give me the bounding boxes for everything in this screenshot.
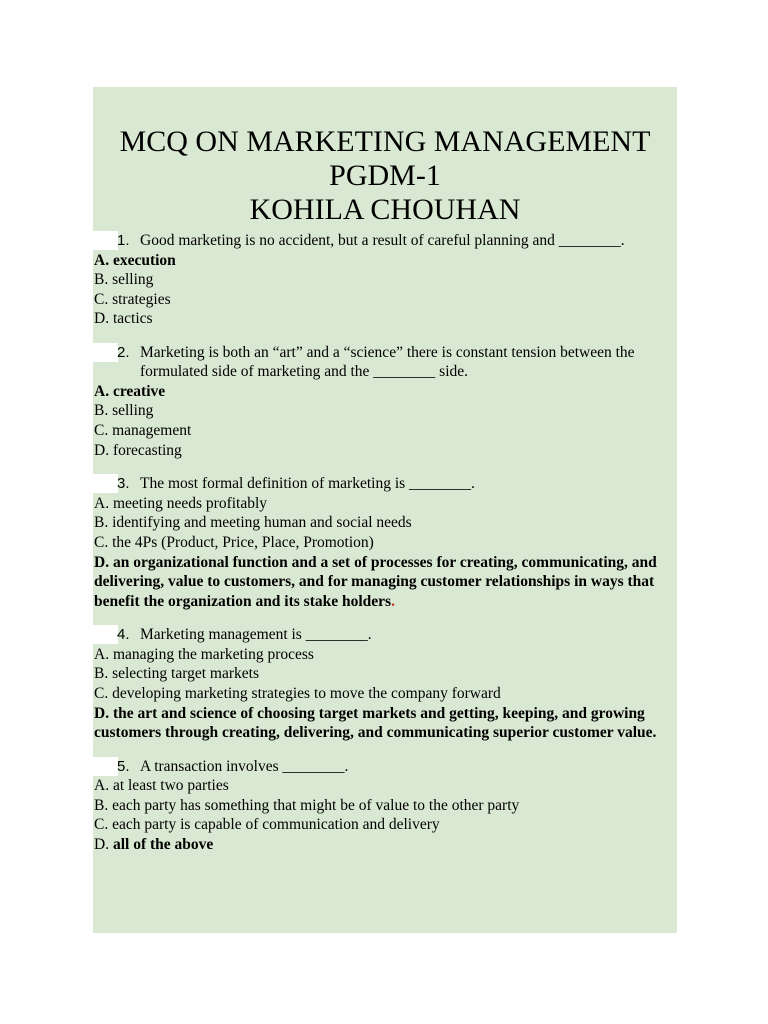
- title-line: MCQ ON MARKETING MANAGEMENT: [119, 125, 651, 158]
- highlight-gap: [93, 625, 118, 644]
- highlight-gap: [93, 343, 118, 362]
- question-number: 2.: [117, 343, 130, 361]
- option-a: A. managing the marketing process: [94, 645, 314, 663]
- option-b: B. selecting target markets: [94, 665, 259, 683]
- question-number: 5.: [117, 757, 130, 775]
- question-text: Marketing management is ________.: [140, 626, 372, 644]
- highlight-gap: [93, 757, 118, 776]
- option-c: C. management: [94, 422, 192, 440]
- question-1: [93, 231, 677, 329]
- option-b: B. identifying and meeting human and social needs: [94, 514, 412, 532]
- question-number: 1.: [117, 232, 130, 249]
- option-c: C. strategies: [94, 290, 171, 308]
- question-text: The most formal definition of marketing is ________.: [140, 475, 475, 493]
- highlight-gap: [93, 231, 118, 250]
- option-a: A. at least two parties: [94, 777, 229, 795]
- option-a-answer: A. execution: [94, 251, 176, 269]
- question-stem: [93, 343, 677, 382]
- question-stem: [93, 474, 677, 494]
- option-d-answer: D. an organizational function and a set of processes for creating, communicating, and delivering, value to customers, and for managing customer relationships in ways that benefit the organization and its stake holders: [94, 553, 657, 610]
- question-number: 4.: [117, 626, 130, 644]
- question-5: [93, 757, 677, 855]
- document-page: [93, 87, 677, 933]
- title-line: PGDM-1: [329, 159, 441, 192]
- question-4: [93, 625, 677, 742]
- option-d-answer: all of the above: [112, 836, 214, 854]
- question-stem: [93, 757, 677, 777]
- option-c: C. the 4Ps (Product, Price, Place, Promotion): [94, 533, 374, 551]
- option-a: A. meeting needs profitably: [94, 494, 268, 512]
- question-3: [93, 474, 677, 611]
- option-b: B. selling: [94, 402, 154, 420]
- question-stem: [93, 625, 677, 645]
- option-d: D. tactics: [94, 310, 153, 328]
- question-number: 3.: [117, 475, 130, 493]
- option-d-trail: .: [391, 592, 395, 610]
- option-b: B. each party has something that might be of value to the other party: [94, 796, 520, 814]
- question-text: Good marketing is no accident, but a result of careful planning and ________.: [140, 232, 625, 249]
- option-c: C. developing marketing strategies to move the company forward: [94, 685, 501, 702]
- option-d-prefix: D.: [94, 836, 113, 854]
- question-stem: [93, 231, 677, 251]
- page-title: [93, 125, 677, 227]
- option-d: D. forecasting: [94, 441, 182, 459]
- question-text: Marketing is both an “art” and a “science” there is constant tension between the formulated side of marketing and the ________ side.: [140, 343, 635, 381]
- highlight-gap: [93, 474, 118, 493]
- question-2: [93, 343, 677, 460]
- option-d-wrap: [93, 835, 677, 855]
- title-line: KOHILA CHOUHAN: [249, 193, 521, 226]
- question-text: A transaction involves ________.: [140, 757, 349, 775]
- option-d-answer-wrap: [93, 553, 677, 612]
- option-b: B. selling: [94, 271, 154, 289]
- option-c: C. each party is capable of communication and delivery: [94, 816, 440, 834]
- option-d-answer: D. the art and science of choosing target markets and getting, keeping, and growing customers through creating, delivering, and communicating superior customer value.: [94, 704, 657, 742]
- option-a-answer: A. creative: [94, 382, 166, 400]
